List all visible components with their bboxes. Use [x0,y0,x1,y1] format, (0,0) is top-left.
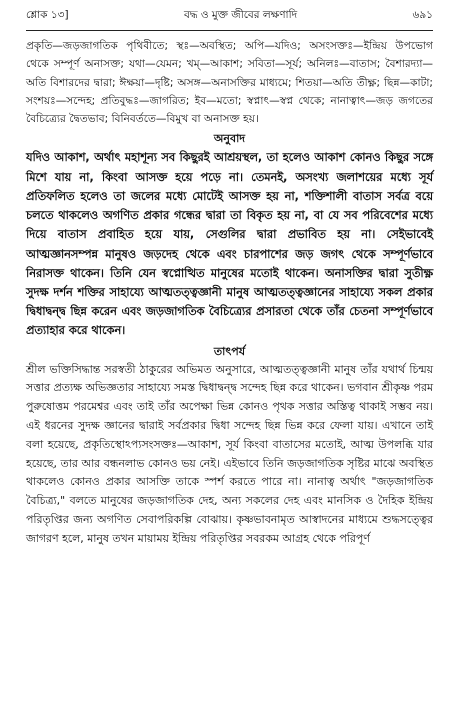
chapter-title: বদ্ধ ও মুক্ত জীবের লক্ষণাদি [183,9,298,21]
verse-reference: শ্লোক ১৩] [26,9,69,21]
translation-section [26,148,433,340]
page-number: ৬৯১ [412,9,433,21]
purport-section [26,361,433,549]
synonyms-text: প্রকৃতি—জড়জাগতিক পৃথিবীতে; স্থঃ—অবস্থিত; অপি—যদিও; অসংসক্তঃ—ইন্দ্রিয় উপভোগ থেকে সম্পূর্ণ অনাসক্ত; যথা—যেমন; খম্—আকাশ; সবিতা—সূর্য; অনিলঃ—বাতাস; বৈশারদ্যা—অতি বিশারদের দ্বারা; ঈক্ষয়া—দৃষ্টি; অসঙ্গ—অনাসক্তির মাধ্যমে; শিতয়া—অতি তীক্ষ্ণ; ছিন্ন—কাটা; সংশয়ঃ—সন্দেহ; প্রতিবুদ্ধঃ—জাগরিত; ইব—মতো; স্বপ্নাৎ—স্বপ্ন থেকে; নানাত্বাৎ—জড় জগতের বৈচিত্র্যের দ্বৈতভাব; বিনিবর্ততে—বিমুখ বা অনাসক্ত হয়। [26,40,433,126]
translation-heading: অনুবাদ [213,132,246,146]
synonyms-section [26,37,433,128]
translation-text: যদিও আকাশ, অর্থাৎ মহাশূন্য সব কিছুরই আশ্রয়স্থল, তা হলেও আকাশ কোনও কিছুর সঙ্গে মিশে যায় না, কিংবা আসক্ত হয়ে পড়ে না। তেমনই, অসংখ্য জলাশয়ের মধ্যে সূর্য প্রতিফলিত হলেও তা জলের মধ্যে মোটেই আসক্ত হয় না, শক্তিশালী বাতাস সর্বত্র বয়ে চলতে থাকলেও অগণিত প্রকার গন্ধের দ্বারা তা বিকৃত হয় না, বা যে সব পরিবেশের মধ্যে দিয়ে বাতাস প্রবাহিত হয়ে যায়, সেগুলির দ্বারা প্রভাবিত হয় না। সেইভাবেই আত্মজ্ঞানসম্পন্ন মানুষও জড়দেহ থেকে এবং চারপাশের জড় জগৎ থেকে সম্পূর্ণভাবে নিরাসক্ত থাকেন। তিনি যেন স্বপ্নোত্থিত মানুষের মতোই থাকেন। অনাসক্তির দ্বারা সুতীক্ষ্ণ সুদক্ষ দর্শন শক্তির সাহায্যে আত্মতত্ত্বজ্ঞানী মানুষ আত্মতত্ত্বজ্ঞানের সাহায্যে সকল প্রকার দ্বিধাদ্বন্দ্ব ছিন্ন করেন এবং জড়জাগতিক বৈচিত্র্যের প্রসারতা থেকে তাঁর চেতনা সম্পূর্ণভাবে প্রত্যাহার করে থাকেন। [26,151,433,338]
purport-heading: তাৎপর্য [213,344,246,358]
header-divider [26,30,433,31]
page-header [26,8,433,28]
purport-text: শ্রীল ভক্তিসিদ্ধান্ত সরস্বতী ঠাকুরের অভিমত অনুসারে, আত্মতত্ত্বজ্ঞানী মানুষ তাঁর যথার্থ চিন্ময় সত্তার প্রত্যক্ষ অভিজ্ঞতার সাহায্যে সমস্ত দ্বিধাদ্বন্দ্ব সন্দেহ ছিন্ন করে থাকেন। ভগবান শ্রীকৃষ্ণ পরম পুরুষোত্তম পরমেশ্বর এবং তাই তাঁর অপেক্ষা ভিন্ন কোনও পৃথক সত্তার অস্তিত্ব থাকাই সম্ভব নয়। এই ধরনের সুদক্ষ জ্ঞানের দ্বারাই সর্বপ্রকার দ্বিধা সন্দেহ ছিন্ন ভিন্ন করে ফেলা যায়। এখানে তাই বলা হয়েছে, প্রকৃতিস্থোঽপ্যসংসক্তঃ—আকাশ, সূর্য কিংবা বাতাসের মতোই, আত্ম উপলব্ধি যার হয়েছে, তার আর বন্ধনলাভ কোনও ভয় নেই। এইভাবে তিনি জড়জাগতিক সৃষ্টির মাঝে অবস্থিত থাকলেও কোনও প্রকার আসক্তি তাকে স্পর্শ করতে পারে না। নানাত্ব অর্থাৎ "জড়জাগতিক বৈচিত্র্য," বলতে মানুষের জড়জাগতিক দেহ, অন্য সকলের দেহ এবং মানসিক ও দৈহিক ইন্দ্রিয় পরিতৃপ্তির জন্য অগণিত সেবাপরিকল্পি বোঝায়। কৃষ্ণভাবনামৃত আস্বাদনের মাধ্যমে শুদ্ধসত্ত্বের জাগরণ হলে, মানুষ তখন মায়াময় ইন্দ্রিয় পরিতৃপ্তির সবরকম আগ্রহ থেকে পরিপূর্ণ [26,362,433,545]
